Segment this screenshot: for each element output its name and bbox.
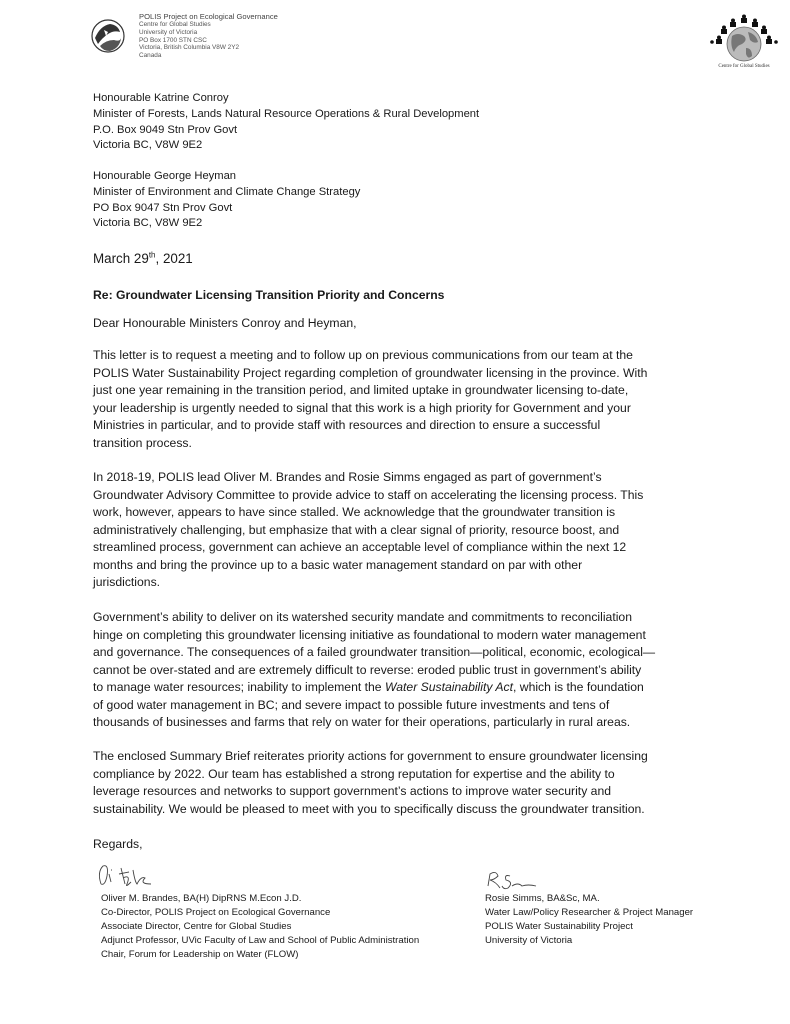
- paragraph-line: administratively challenging, but emphasize that with a clear signal of priority, resource boost, and: [93, 522, 620, 537]
- date-ordinal-suffix: th: [148, 250, 156, 260]
- signatory-line: Associate Director, Centre for Global Studies: [101, 921, 292, 933]
- paragraph-line: This letter is to request a meeting and to follow up on previous communications from our team at the: [93, 348, 633, 362]
- paragraph-line: work, however, appears to have since stalled. We acknowledge that the groundwater transition is: [93, 505, 616, 519]
- paragraph-line: POLIS Water Sustainability Project regarding completion of groundwater licensing in the province. With: [93, 365, 648, 380]
- signatory-line: Co-Director, POLIS Project on Ecological Governance: [101, 907, 331, 919]
- signatory-line: Rosie Simms, BA&Sc, MA.: [485, 893, 600, 904]
- paragraph-line: jurisdictions.: [93, 575, 161, 589]
- paragraph-line: sustainability. We would be pleased to meet with you to specifically discuss the groundwater transition.: [93, 801, 645, 816]
- paragraph-3: [93, 609, 733, 732]
- paragraph-line: just one year remaining in the transition period, and limited uptake in groundwater licensing to-date,: [93, 383, 629, 397]
- recipient-title: Minister of Forests, Lands Natural Resource Operations & Rural Development: [93, 107, 480, 120]
- paragraph-line: months and bring the province up to a basic water management standard on par with other: [93, 557, 583, 572]
- paragraph-line: of good water management in BC; and severe impact to possible future investments and tens of: [93, 697, 610, 712]
- paragraph-line: hinge on completing this groundwater licensing initiative as foundational to modern water management: [93, 627, 646, 642]
- signatory-line: Oliver M. Brandes, BA(H) DipRNS M.Econ J.D.: [101, 893, 302, 904]
- recipient-name: Honourable George Heyman: [93, 170, 237, 182]
- signatory-block-brandes: [101, 892, 419, 962]
- paragraph-line: In 2018-19, POLIS lead Oliver M. Brandes and Rosie Simms engaged as part of government’s: [93, 470, 602, 484]
- letter-date: [93, 251, 193, 266]
- recipient-city: Victoria BC, V8W 9E2: [93, 139, 203, 152]
- paragraph-line: compliance by 2022. Our team has established a strong reputation for expertise and the ability to: [93, 766, 615, 781]
- polis-logo-icon: [90, 18, 126, 54]
- centre-for-global-studies-logo-icon: [708, 14, 780, 70]
- letterhead-address: [139, 13, 278, 59]
- paragraph-line: your leadership is urgently needed to signal that this work is a high priority for Government and your: [93, 400, 631, 415]
- recipient-po-box: P.O. Box 9049 Stn Prov Govt: [93, 123, 238, 136]
- paragraph-text: to manage water resources; inability to implement the: [93, 680, 385, 694]
- closing: Regards,: [93, 837, 143, 851]
- letterhead-line: PO Box 1700 STN CSC: [139, 36, 207, 44]
- date-year: , 2021: [155, 251, 193, 266]
- letter-subject: Re: Groundwater Licensing Transition Priority and Concerns: [93, 288, 445, 302]
- paragraph-line: [93, 679, 733, 697]
- letterhead-line: Canada: [139, 51, 162, 59]
- signatory-line: POLIS Water Sustainability Project: [485, 921, 633, 933]
- paragraph-line: thousands of businesses and farms that rely on water for their operations, particularly in rural areas.: [93, 715, 631, 729]
- paragraph-2: [93, 469, 733, 592]
- act-title-italic: Water Sustainability Act: [384, 680, 513, 694]
- paragraph-line: and governance. The consequences of a failed groundwater transition—political, economic, ecological—: [93, 645, 656, 659]
- paragraph-line: leverage resources and networks to support government’s actions to improve water security and: [93, 784, 612, 798]
- paragraph-line: transition process.: [93, 435, 192, 450]
- cgs-logo-text: Centre for Global Studies: [718, 64, 770, 69]
- signatory-line: University of Victoria: [485, 935, 573, 947]
- letterhead-org-name: POLIS Project on Ecological Governance: [139, 12, 278, 21]
- recipient-city: Victoria BC, V8W 9E2: [93, 217, 203, 230]
- letterhead-line: Centre for Global Studies: [139, 21, 211, 29]
- handwritten-signature-simms-icon: [484, 868, 544, 892]
- recipient-name: Honourable Katrine Conroy: [93, 92, 229, 104]
- letterhead-line: University of Victoria: [139, 29, 198, 36]
- signatory-block-simms: [485, 892, 693, 948]
- recipient-address-2: [93, 169, 360, 232]
- paragraph-line: cannot be over-stated and are extremely difficult to reverse: eroded public trust in government’s ability: [93, 662, 642, 677]
- signatory-line: Chair, Forum for Leadership on Water (FLOW): [101, 949, 299, 961]
- recipient-address-1: [93, 91, 479, 154]
- salutation: Dear Honourable Ministers Conroy and Heyman,: [93, 316, 357, 330]
- paragraph-line: streamlined process, government can achieve an acceptable level of compliance within the next 12: [93, 540, 627, 554]
- paragraph-1: [93, 347, 733, 452]
- paragraph-4: [93, 748, 733, 818]
- paragraph-line: Government’s ability to deliver on its watershed security mandate and commitments to reconciliation: [93, 610, 632, 624]
- recipient-title: Minister of Environment and Climate Change Strategy: [93, 185, 361, 198]
- date-month-day: March 29: [93, 251, 149, 266]
- paragraph-line: Groundwater Advisory Committee to provide advice to staff on accelerating the licensing process. This: [93, 487, 644, 502]
- recipient-po-box: PO Box 9047 Stn Prov Govt: [93, 201, 233, 214]
- paragraph-line: Ministries in particular, and to provide staff with resources and direction to ensure a successful: [93, 418, 601, 432]
- paragraph-text: , which is the foundation: [513, 680, 644, 694]
- signatory-line: Water Law/Policy Researcher & Project Manager: [485, 907, 694, 919]
- handwritten-signature-brandes-icon: [95, 862, 159, 892]
- paragraph-line: The enclosed Summary Brief reiterates priority actions for government to ensure groundwater licensing: [93, 749, 648, 763]
- signatory-line: Adjunct Professor, UVic Faculty of Law and School of Public Administration: [101, 935, 420, 947]
- letterhead-line: Victoria, British Columbia V8W 2Y2: [139, 44, 240, 52]
